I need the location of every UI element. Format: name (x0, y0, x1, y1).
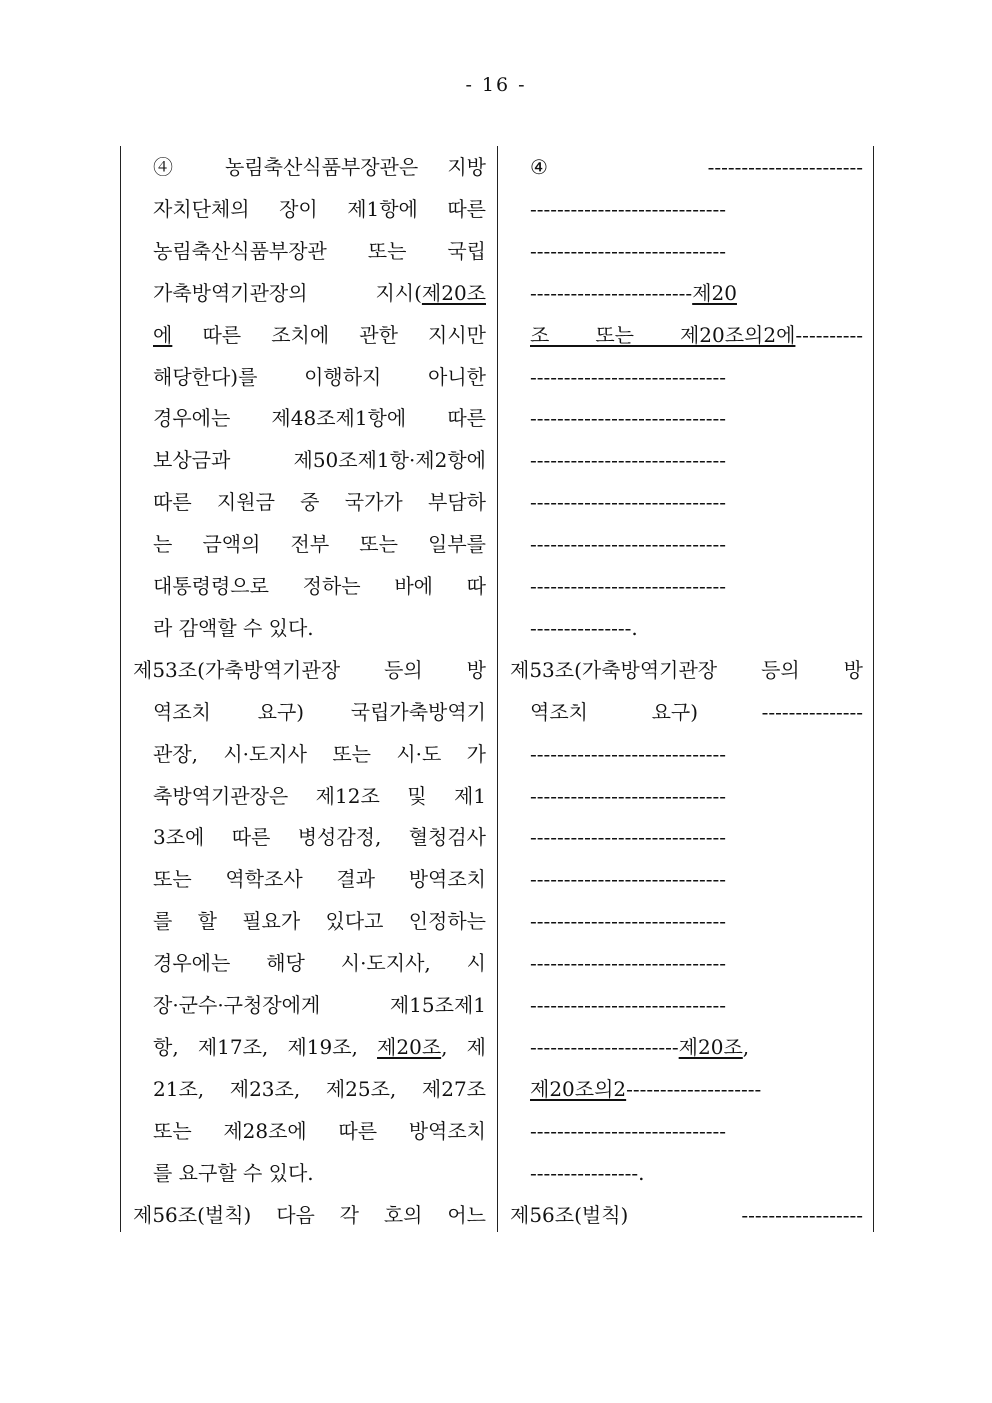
current-law-line (153, 278, 486, 308)
current-law-line (133, 1200, 486, 1230)
current-law-text: 따른 지원금 중 국가가 부담하 (153, 490, 486, 515)
current-law-line (153, 990, 486, 1020)
current-law-line (153, 739, 486, 769)
underlined-amendment: 제20조의2 (530, 1076, 627, 1101)
revised-law-line (530, 362, 863, 392)
underlined-amendment: 제20조 (678, 1034, 743, 1059)
current-law-text: 항, 제17조, 제19조, (153, 1034, 378, 1059)
revised-law-line (530, 1116, 863, 1146)
revised-law-text: ----------------------------- (530, 867, 726, 892)
current-law-line (153, 236, 486, 266)
revised-law-line (530, 1074, 863, 1104)
current-law-text: 를 할 필요가 있다고 인정하는 (153, 909, 486, 934)
current-law-text: 3조에 따른 병성감정, 혈청검사 (153, 825, 486, 850)
underlined-amendment: 제20 (692, 280, 737, 305)
revised-law-line (510, 1200, 863, 1230)
revised-law-text: 역조치 요구) --------------- (530, 699, 863, 724)
revised-law-text: ----------------------------- (530, 448, 726, 473)
current-law-line (153, 571, 486, 601)
current-law-line (153, 362, 486, 392)
current-law-line (153, 1158, 486, 1188)
page-number: - 16 - (465, 74, 527, 96)
revised-law-text: ----------------------------- (530, 1118, 726, 1143)
current-law-text: 제53조(가축방역기관장 등의 방 (133, 657, 486, 682)
revised-law-text: ---------------. (530, 615, 638, 640)
revised-law-line (530, 320, 863, 350)
current-law-line (153, 445, 486, 475)
current-law-text: 보상금과 제50조제1항·제2항에 (153, 448, 486, 473)
revised-law-line (530, 864, 863, 894)
current-law-text: 따른 조치에 관한 지시만 (172, 322, 486, 347)
revised-law-text: ----------------------------- (530, 951, 726, 976)
current-law-text: 장·군수·구청장에게 제15조제1 (153, 993, 486, 1017)
revised-law-text: 제56조(벌칙) ------------------ (510, 1202, 863, 1227)
current-law-text: 는 금액의 전부 또는 일부를 (153, 532, 486, 557)
current-law-line (153, 781, 486, 811)
current-law-line (153, 697, 486, 727)
revised-law-text: ----------------------------- (530, 532, 726, 557)
current-law-text: 를 요구할 수 있다. (153, 1160, 314, 1185)
current-law-text: 축방역기관장은 제12조 및 제1 (153, 783, 486, 808)
revised-law-text: ----------------------------- (530, 196, 726, 221)
revised-law-text: ----------------------------- (530, 490, 726, 515)
revised-law-line (530, 990, 863, 1020)
current-law-line (153, 906, 486, 936)
current-law-line (153, 320, 486, 350)
revised-law-line (530, 487, 863, 517)
current-law-line (153, 487, 486, 517)
current-law-line (153, 1032, 486, 1062)
comparison-table (120, 146, 874, 1232)
revised-law-text: , (742, 1034, 750, 1059)
revised-law-line (510, 655, 863, 685)
current-law-text: 라 감액할 수 있다. (153, 615, 314, 640)
current-law-text: 또는 제28조에 따른 방역조치 (153, 1118, 486, 1143)
current-law-text: ④ 농림축산식품부장관은 지방 (153, 155, 486, 179)
revised-law-text: ----------------------------- (530, 364, 726, 389)
revised-law-text: ----------------------------- (530, 238, 726, 263)
current-law-line (153, 529, 486, 559)
revised-law-text: -------------------- (626, 1076, 762, 1101)
revised-law-line (530, 278, 863, 308)
current-law-line (153, 194, 486, 224)
current-law-line (153, 822, 486, 852)
current-law-text: 대통령령으로 정하는 바에 따 (153, 574, 486, 598)
current-law-text: 해당한다)를 이행하지 아니한 (153, 364, 486, 389)
current-law-column (120, 146, 497, 1232)
current-law-line (153, 864, 486, 894)
revised-law-line (530, 403, 863, 433)
current-law-text: 21조, 제23조, 제25조, 제27조 (153, 1076, 486, 1101)
revised-law-text: ----------------------------- (530, 574, 726, 598)
revised-law-line (530, 613, 863, 643)
current-law-text: 제56조(벌칙) 다음 각 호의 어느 (133, 1202, 486, 1227)
current-law-text: 경우에는 해당 시·도지사, 시 (153, 951, 486, 976)
current-law-line (153, 152, 486, 182)
revised-law-text: ------------------------ (530, 280, 693, 305)
revised-law-text: ---------- (795, 322, 863, 347)
revised-law-line (530, 697, 863, 727)
revised-law-column (497, 146, 874, 1232)
revised-law-text: ----------------. (530, 1160, 645, 1185)
revised-law-line (530, 529, 863, 559)
revised-law-line (530, 236, 863, 266)
revised-law-line (530, 1158, 863, 1188)
revised-law-text: ④ ----------------------- (530, 155, 863, 179)
revised-law-line (530, 739, 863, 769)
underlined-amendment: 조 또는 제20조의2에 (530, 322, 796, 347)
revised-law-text: ----------------------------- (530, 741, 726, 766)
revised-law-text: ----------------------------- (530, 783, 726, 808)
current-law-line (153, 613, 486, 643)
revised-law-line (530, 194, 863, 224)
revised-law-line (530, 906, 863, 936)
current-law-text: 경우에는 제48조제1항에 따른 (153, 406, 486, 431)
revised-law-text: ----------------------------- (530, 909, 726, 934)
current-law-line (153, 1074, 486, 1104)
current-law-line (153, 403, 486, 433)
current-law-text: 관장, 시·도지사 또는 시·도 가 (153, 741, 486, 766)
revised-law-line (530, 1032, 863, 1062)
revised-law-line (530, 152, 863, 182)
revised-law-text: ----------------------------- (530, 993, 726, 1017)
revised-law-line (530, 445, 863, 475)
current-law-text: 자치단체의 장이 제1항에 따른 (153, 196, 486, 221)
revised-law-text: 제53조(가축방역기관장 등의 방 (510, 657, 863, 682)
current-law-text: 가축방역기관장의 지시( (153, 280, 422, 305)
revised-law-line (530, 571, 863, 601)
current-law-text: 역조치 요구) 국립가축방역기 (153, 699, 486, 724)
current-law-line (153, 1116, 486, 1146)
current-law-line (133, 655, 486, 685)
revised-law-text: ----------------------------- (530, 406, 726, 431)
underlined-amendment: 에 (153, 322, 173, 347)
current-law-text: 농림축산식품부장관 또는 국립 (153, 238, 486, 263)
underlined-amendment: 제20조 (377, 1034, 442, 1059)
revised-law-text: ----------------------------- (530, 825, 726, 850)
current-law-line (153, 948, 486, 978)
revised-law-line (530, 781, 863, 811)
revised-law-text: ---------------------- (530, 1034, 679, 1059)
underlined-amendment: 제20조 (421, 280, 486, 305)
revised-law-line (530, 822, 863, 852)
current-law-text: , 제 (441, 1034, 486, 1059)
current-law-text: 또는 역학조사 결과 방역조치 (153, 867, 486, 892)
revised-law-line (530, 948, 863, 978)
